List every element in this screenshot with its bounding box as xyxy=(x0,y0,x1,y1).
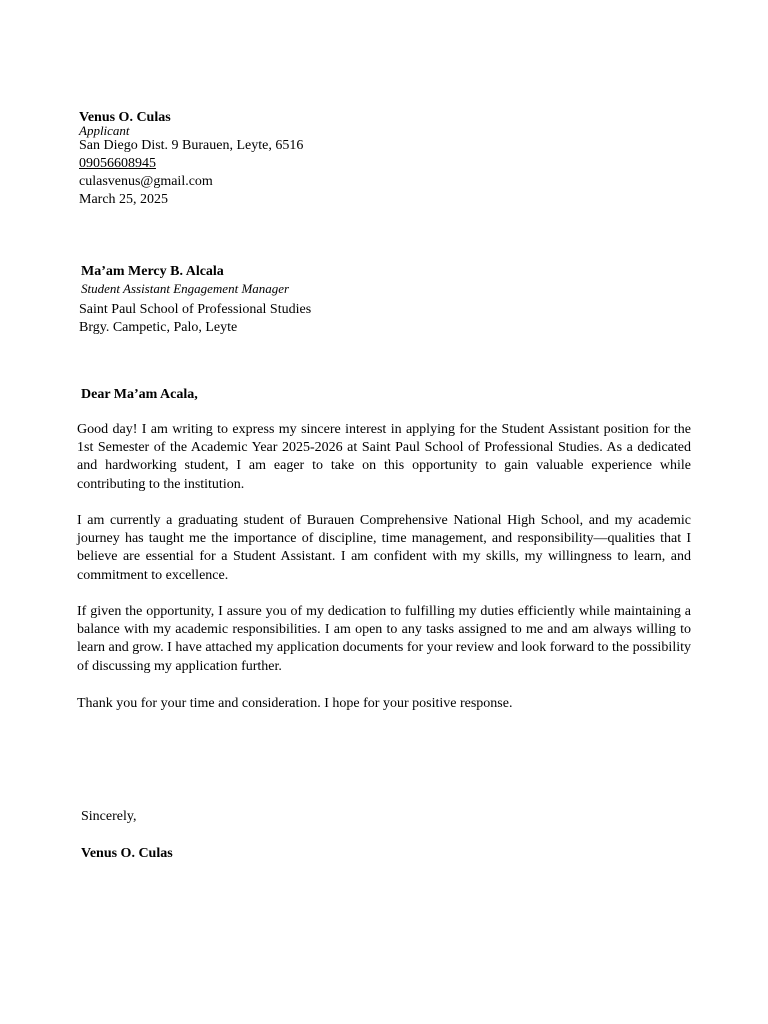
salutation: Dear Ma’am Acala, xyxy=(81,387,198,402)
sender-email: culasvenus@gmail.com xyxy=(79,174,213,189)
body-paragraph-4: Thank you for your time and consideration. I hope for your positive response. xyxy=(77,696,513,711)
body-paragraph-1: Good day! I am writing to express my sincere interest in applying for the Student Assistant position for the 1st Semester of the Academic Year 2025-2026 at Saint Paul School of Professional Studies. As a dedicated and hardworking student, I am eager to take on this opportunity to gain valuable experience while contributing to the institution. xyxy=(77,422,691,492)
body-paragraph-3: If given the opportunity, I assure you of my dedication to fulfilling my duties efficiently while maintaining a balance with my academic responsibilities. I am open to any tasks assigned to me and am always willing to learn and grow. I have attached my application documents for your review and look forward to the possibility of discussing my application further. xyxy=(77,604,691,674)
recipient-name: Ma’am Mercy B. Alcala xyxy=(81,264,224,279)
letter-date: March 25, 2025 xyxy=(79,192,169,207)
sender-name: Venus O. Culas xyxy=(79,110,171,125)
sender-role: Applicant xyxy=(79,123,130,138)
recipient-organization: Saint Paul School of Professional Studies xyxy=(79,302,312,317)
sender-address: San Diego Dist. 9 Burauen, Leyte, 6516 xyxy=(79,138,304,153)
closing: Sincerely, xyxy=(81,809,137,824)
signature-name: Venus O. Culas xyxy=(81,846,173,861)
recipient-address: Brgy. Campetic, Palo, Leyte xyxy=(79,320,238,335)
recipient-title: Student Assistant Engagement Manager xyxy=(81,281,290,296)
sender-phone: 09056608945 xyxy=(79,156,156,171)
body-paragraph-2: I am currently a graduating student of Burauen Comprehensive National High School, and my academic journey has taught me the importance of discipline, time management, and responsibility—qualities that I believe are essential for a Student Assistant. I am confident with my skills, my willingness to learn, and commitment to excellence. xyxy=(77,513,691,583)
